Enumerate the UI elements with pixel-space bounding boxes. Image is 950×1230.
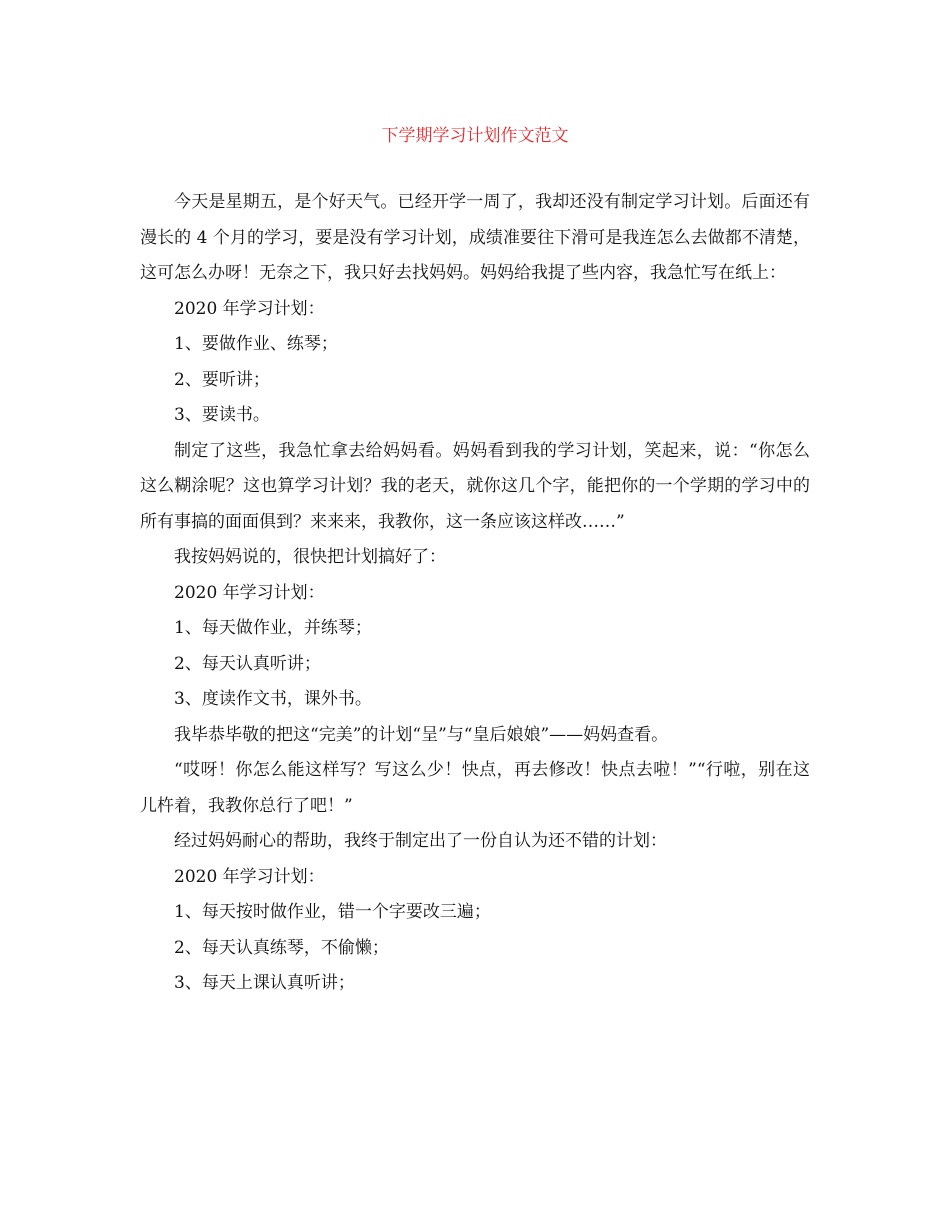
document-title: 下学期学习计划作文范文 bbox=[381, 126, 569, 146]
paragraph: 2020 年学习计划： bbox=[174, 582, 325, 603]
paragraph: 1、要做作业、练琴； bbox=[174, 334, 338, 354]
paragraph: 2020 年学习计划： bbox=[174, 866, 325, 887]
paragraph: 我毕恭毕敬的把这“完美”的计划“呈”与“皇后娘娘”——妈妈查看。 bbox=[174, 724, 669, 745]
document-body bbox=[140, 185, 810, 1002]
paragraph: 2、要听讲； bbox=[174, 369, 270, 390]
paragraph: 经过妈妈耐心的帮助，我终于制定出了一份自认为还不错的计划： bbox=[174, 831, 667, 851]
paragraph: 2、每天认真听讲； bbox=[174, 653, 321, 674]
paragraph: “哎呀！你怎么能这样写？写这么少！快点，再去修改！快点去啦！”“行啦，别在这儿杵着，我教你总行了吧！” bbox=[140, 760, 810, 816]
paragraph: 我按妈妈说的，很快把计划搞好了： bbox=[174, 547, 446, 567]
paragraph: 今天是星期五，是个好天气。已经开学一周了，我却还没有制定学习计划。后面还有漫长的 4 个月的学习，要是没有学习计划，成绩准要往下滑可是我连怎么去做都不清楚，这可怎么办呀！无奈之下，我只好去找妈妈。妈妈给我提了些内容，我急忙写在纸上： bbox=[140, 192, 810, 283]
paragraph: 3、每天上课认真听讲； bbox=[174, 973, 355, 993]
paragraph: 1、每天做作业，并练琴； bbox=[174, 618, 372, 638]
paragraph: 制定了这些，我急忙拿去给妈妈看。妈妈看到我的学习计划，笑起来，说：“你怎么这么糊涂呢？这也算学习计划？我的老天，就你这几个字，能把你的一个学期的学习中的所有事搞的面面俱到？来来来，我教你，这一条应该这样改……” bbox=[140, 440, 810, 532]
paragraph: 2、每天认真练琴，不偷懒； bbox=[174, 937, 389, 958]
paragraph: 3、要读书。 bbox=[174, 405, 270, 425]
paragraph: 1、每天按时做作业，错一个字要改三遍； bbox=[174, 902, 491, 922]
paragraph: 2020 年学习计划： bbox=[174, 298, 325, 319]
paragraph: 3、度读作文书，课外书。 bbox=[174, 689, 372, 709]
